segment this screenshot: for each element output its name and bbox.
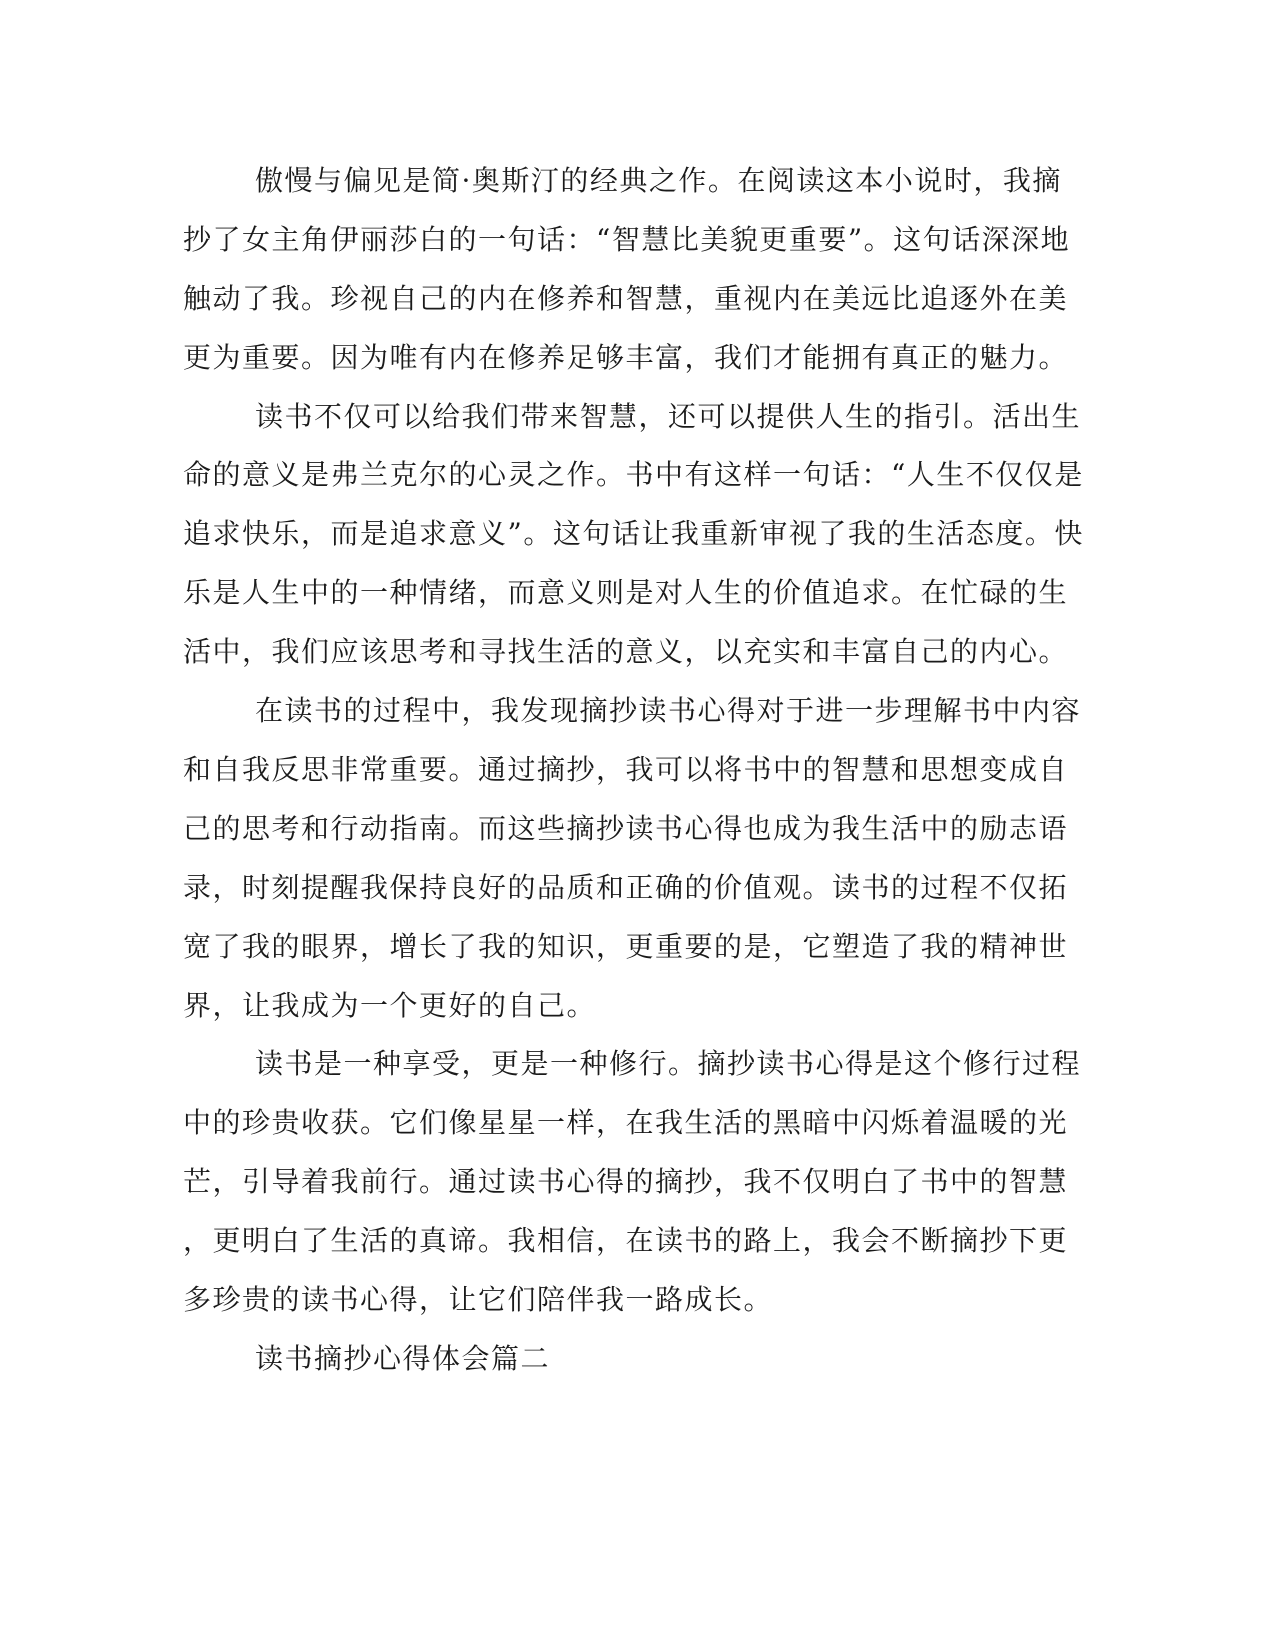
text-line: 读书是一种享受，更是一种修行。摘抄读书心得是这个修行过程 xyxy=(255,1047,1082,1080)
text-line: 乐是人生中的一种情绪，而意义则是对人生的价值追求。在忙碌的生 xyxy=(183,576,1069,609)
text-line: 傲慢与偏见是简·奥斯汀的经典之作。在阅读这本小说时，我摘 xyxy=(255,164,1062,197)
text-line: 己的思考和行动指南。而这些摘抄读书心得也成为我生活中的励志语 xyxy=(183,812,1069,845)
text-line: 芒，引导着我前行。通过读书心得的摘抄，我不仅明白了书中的智慧 xyxy=(183,1165,1069,1198)
text-line: 界，让我成为一个更好的自己。 xyxy=(183,989,597,1022)
text-line: 和自我反思非常重要。通过摘抄，我可以将书中的智慧和思想变成自 xyxy=(183,753,1069,786)
text-line: 追求快乐，而是追求意义”。这句话让我重新审视了我的生活态度。快 xyxy=(183,517,1084,550)
text-line: 中的珍贵收获。它们像星星一样，在我生活的黑暗中闪烁着温暖的光 xyxy=(183,1106,1069,1139)
text-line: 抄了女主角伊丽莎白的一句话：“智慧比美貌更重要”。这句话深深地 xyxy=(183,223,1071,256)
text-line: 多珍贵的读书心得，让它们陪伴我一路成长。 xyxy=(183,1283,774,1316)
text-line: 宽了我的眼界，增长了我的知识，更重要的是，它塑造了我的精神世 xyxy=(183,930,1069,963)
text-line: ，更明白了生活的真谛。我相信，在读书的路上，我会不断摘抄下更 xyxy=(183,1224,1069,1257)
text-line: 活中，我们应该思考和寻找生活的意义，以充实和丰富自己的内心。 xyxy=(183,635,1069,668)
text-line: 更为重要。因为唯有内在修养足够丰富，我们才能拥有真正的魅力。 xyxy=(183,341,1069,374)
text-line: 录，时刻提醒我保持良好的品质和正确的价值观。读书的过程不仅拓 xyxy=(183,871,1069,904)
text-line: 在读书的过程中，我发现摘抄读书心得对于进一步理解书中内容 xyxy=(255,694,1082,727)
section-heading: 读书摘抄心得体会篇二 xyxy=(255,1342,551,1375)
text-line: 触动了我。珍视自己的内在修养和智慧，重视内在美远比追逐外在美 xyxy=(183,282,1069,315)
text-line: 读书不仅可以给我们带来智慧，还可以提供人生的指引。活出生 xyxy=(255,400,1082,433)
text-line: 命的意义是弗兰克尔的心灵之作。书中有这样一句话：“人生不仅仅是 xyxy=(183,458,1084,491)
